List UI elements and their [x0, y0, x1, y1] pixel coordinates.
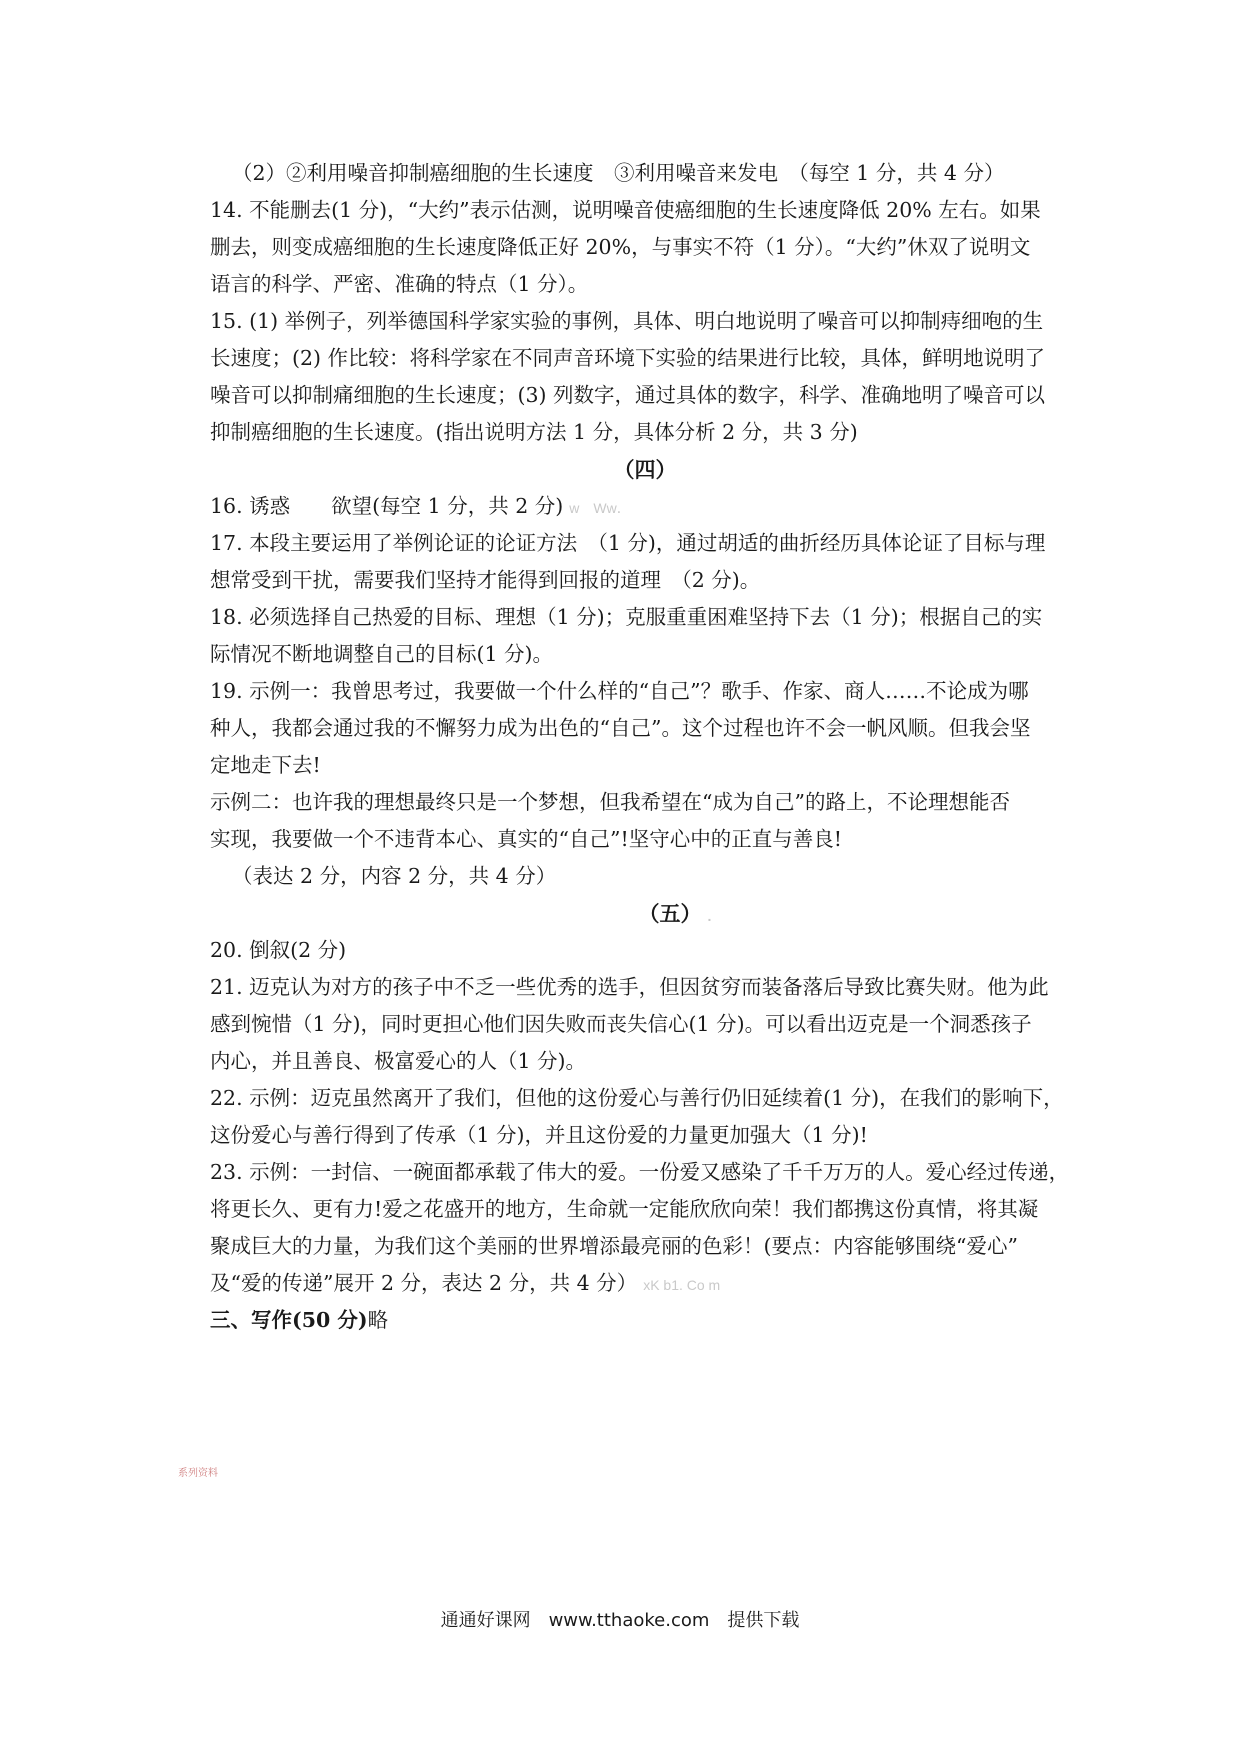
- page-footer: 通通好课网 www.tthaoke.com 提供下载: [440, 1610, 800, 1631]
- writing-section-line: [210, 1302, 1080, 1339]
- small-watermark: 系列资料: [178, 1468, 218, 1479]
- answer-line: 21. 迈克认为对方的孩子中不乏一些优秀的选手，但因贫穷而装备落后导致比赛失财。他为此: [210, 975, 1049, 999]
- answer-line: [210, 488, 1080, 525]
- answer-line: 实现，我要做一个不违背本心、真实的“自己”!坚守心中的正直与善良!: [210, 827, 842, 851]
- answer-line: （表达 2 分，内容 2 分，共 4 分）: [232, 864, 557, 888]
- faint-mark: .: [707, 908, 712, 924]
- answer-line: 想常受到干扰，需要我们坚持才能得到回报的道理 （2 分)。: [210, 568, 761, 592]
- answer-line: 定地走下去!: [210, 753, 321, 777]
- answer-line: 20. 倒叙(2 分): [210, 938, 347, 962]
- answer-line: （2）②利用噪音抑制癌细胞的生长速度 ③利用噪音来发电 （每空 1 分，共 4 分）: [232, 161, 1005, 185]
- answer-line: 23. 示例：一封信、一碗面都承载了伟大的爱。一份爱又感染了千千万万的人。爱心经过传递，: [210, 1160, 1070, 1184]
- answer-line: 将更长久、更有力!爱之花盛开的地方，生命就一定能欣欣向荣！我们都携这份真情，将其凝: [210, 1197, 1039, 1221]
- answer-line: 14. 不能删去(1 分)，“大约”表示估测，说明噪音使癌细胞的生长速度降低 20% 左右。如果: [210, 198, 1041, 222]
- answer-line: [210, 1265, 1080, 1302]
- answer-line: 聚成巨大的力量，为我们这个美丽的世界增添最亮丽的色彩！(要点：内容能够围绕“爱心”: [210, 1234, 1018, 1258]
- answer-line: 18. 必须选择自己热爱的目标、理想（1 分)；克服重重困难坚持下去（1 分)；根据自己的实: [210, 605, 1043, 629]
- answer-line: 噪音可以抑制痛细胞的生长速度；(3) 列数字，通过具体的数字，科学、准确地明了噪音可以: [210, 383, 1046, 407]
- answer-line: 际情况不断地调整自己的目标(1 分)。: [210, 642, 554, 666]
- answer-line: 22. 示例：迈克虽然离开了我们，但他的这份爱心与善行仍旧延续着(1 分)，在我们的影响下，: [210, 1086, 1064, 1110]
- answer-line: 种人，我都会通过我的不懈努力成为出色的“自己”。这个过程也许不会一帆风顺。但我会坚: [210, 716, 1031, 740]
- answer-line: 这份爱心与善行得到了传承（1 分)，并且这份爱的力量更加强大（1 分)!: [210, 1123, 868, 1147]
- answer-line: 删去，则变成癌细胞的生长速度降低正好 20%，与事实不符（1 分）。“大约”休双了说明文: [210, 235, 1031, 259]
- answer-line: 语言的科学、严密、准确的特点（1 分）。: [210, 272, 589, 296]
- section-heading-five: [210, 895, 1080, 932]
- faint-watermark-text: xK b1. Co m: [643, 1277, 721, 1293]
- answer-text-body: [210, 155, 1080, 1339]
- answer-line: 内心，并且善良、极富爱心的人（1 分)。: [210, 1049, 587, 1073]
- writing-section-note: 略: [367, 1308, 389, 1332]
- answer-line: 抑制癌细胞的生长速度。(指出说明方法 1 分，具体分析 2 分，共 3 分): [210, 420, 858, 444]
- answer-line: 17. 本段主要运用了举例论证的论证方法 （1 分)，通过胡适的曲折经历具体论证了目标与理: [210, 531, 1046, 555]
- writing-section-title: 三、写作(50 分): [210, 1308, 368, 1332]
- answer-line: 15. (1) 举例子，列举德国科学家实验的事例，具体、明白地说明了噪音可以抑制痔细咆的生: [210, 309, 1044, 333]
- section-heading-four: （四）: [613, 457, 677, 482]
- answer-line: 感到惋惜（1 分)，同时更担心他们因失败而丧失信心(1 分)。可以看出迈克是一个洞悉孩子: [210, 1012, 1032, 1036]
- answer-line: 19. 示例一：我曾思考过，我要做一个什么样的“自己”？歌手、作家、商人……不论成为哪: [210, 679, 1029, 703]
- answer-line: 长速度；(2) 作比较：将科学家在不同声音环境下实验的结果进行比较，具体，鲜明地说明了: [210, 346, 1046, 370]
- faint-watermark-text: w Ww．: [569, 500, 631, 516]
- answer-line: 示例二：也许我的理想最终只是一个梦想，但我希望在“成为自己”的路上，不论理想能否: [210, 790, 1010, 814]
- section-heading-text: （五）: [638, 901, 702, 926]
- answer-text: 及“爱的传递”展开 2 分，表达 2 分，共 4 分）: [210, 1271, 638, 1295]
- answer-text: 16. 诱惑 欲望(每空 1 分，共 2 分): [210, 494, 564, 518]
